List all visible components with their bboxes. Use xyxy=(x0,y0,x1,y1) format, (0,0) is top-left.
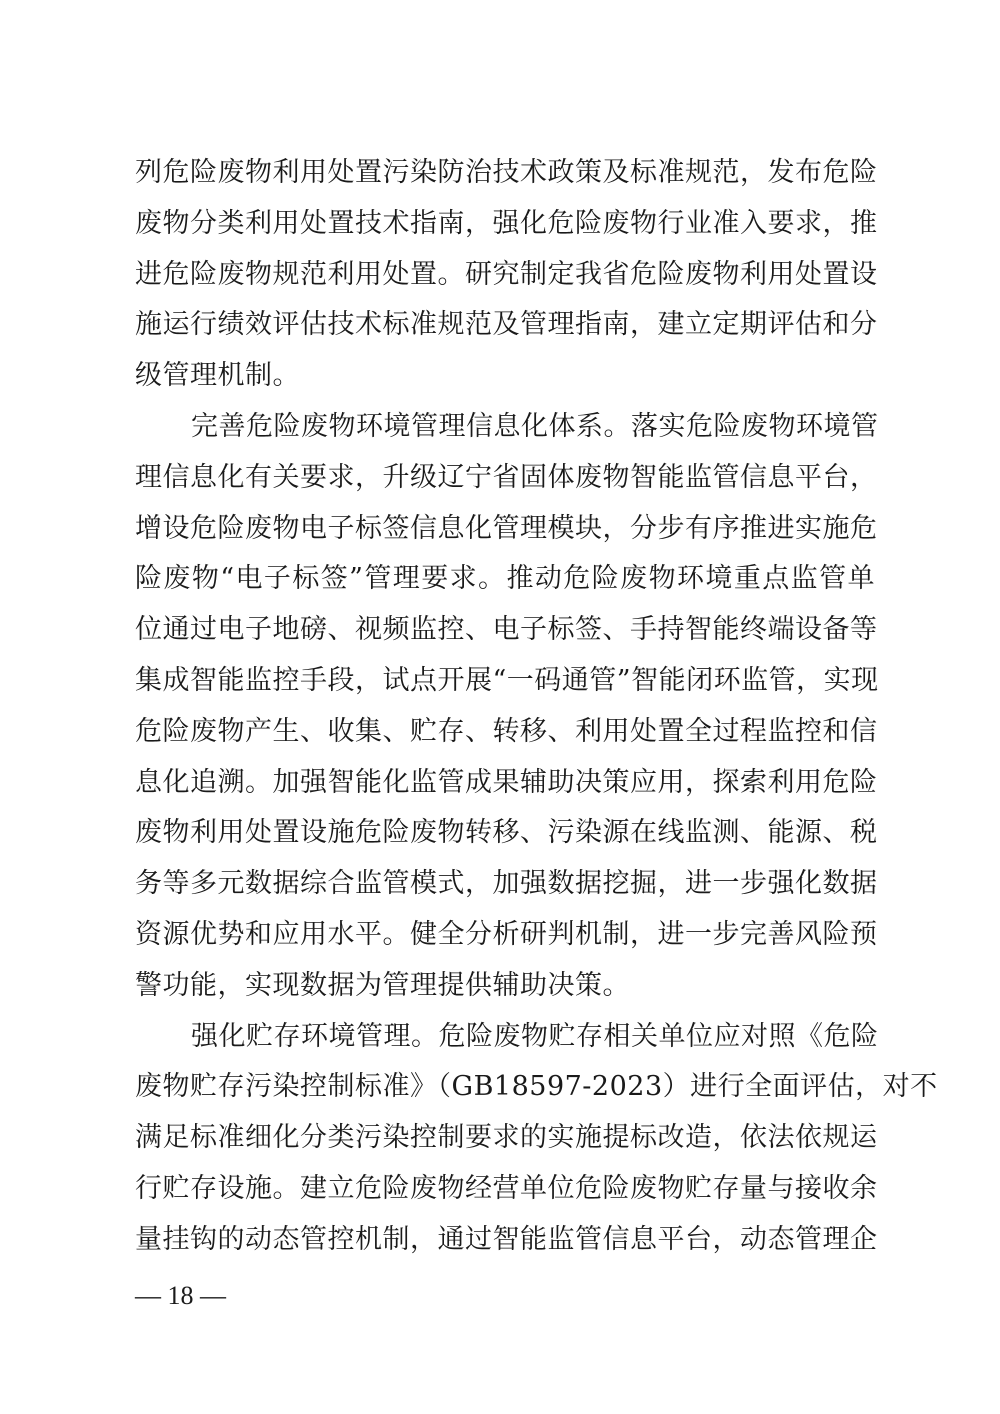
text-line: 废物贮存污染控制标准》（GB18597-2023）进行全面评估，对不 xyxy=(135,1071,938,1103)
text-line: 务等多元数据综合监管模式，加强数据挖掘，进一步强化数据 xyxy=(135,868,878,900)
text-line: 级管理机制。 xyxy=(135,360,300,392)
paragraph-heading-line: 完善危险废物环境管理信息化体系。落实危险废物环境管 xyxy=(191,410,879,442)
text-line: 资源优势和应用水平。健全分析研判机制，进一步完善风险预 xyxy=(135,918,878,950)
text-line: 废物分类利用处置技术指南，强化危险废物行业准入要求，推 xyxy=(135,207,878,239)
paragraph-heading-line: 强化贮存环境管理。危险废物贮存相关单位应对照《危险 xyxy=(191,1020,879,1052)
text-line: 施运行绩效评估技术标准规范及管理指南，建立定期评估和分 xyxy=(135,309,878,341)
text-line: 增设危险废物电子标签信息化管理模块，分步有序推进实施危 xyxy=(135,512,878,544)
text-line: 险废物“电子标签”管理要求。推动危险废物环境重点监管单 xyxy=(135,563,875,595)
text-line: 集成智能监控手段，试点开展“一码通管”智能闭环监管，实现 xyxy=(135,664,879,696)
body-text xyxy=(135,148,938,1266)
text-line: 列危险废物利用处置污染防治技术政策及标准规范，发布危险 xyxy=(135,157,878,188)
text-line: 理信息化有关要求，升级辽宁省固体废物智能监管信息平台， xyxy=(135,461,878,493)
text-line: 息化追溯。加强智能化监管成果辅助决策应用，探索利用危险 xyxy=(135,766,878,798)
page-number: — 18 — xyxy=(135,1281,226,1310)
text-line: 废物利用处置设施危险废物转移、污染源在线监测、能源、税 xyxy=(135,817,878,849)
text-line: 警功能，实现数据为管理提供辅助决策。 xyxy=(135,969,630,1001)
text-line: 量挂钩的动态管控机制，通过智能监管信息平台，动态管理企 xyxy=(135,1223,878,1255)
text-line: 危险废物产生、收集、贮存、转移、利用处置全过程监控和信 xyxy=(135,715,878,747)
text-line: 进危险废物规范利用处置。研究制定我省危险废物利用处置设 xyxy=(135,258,878,290)
text-line: 位通过电子地磅、视频监控、电子标签、手持智能终端设备等 xyxy=(135,614,878,646)
text-line: 满足标准细化分类污染控制要求的实施提标改造，依法依规运 xyxy=(135,1122,878,1154)
text-line: 行贮存设施。建立危险废物经营单位危险废物贮存量与接收余 xyxy=(135,1172,878,1204)
